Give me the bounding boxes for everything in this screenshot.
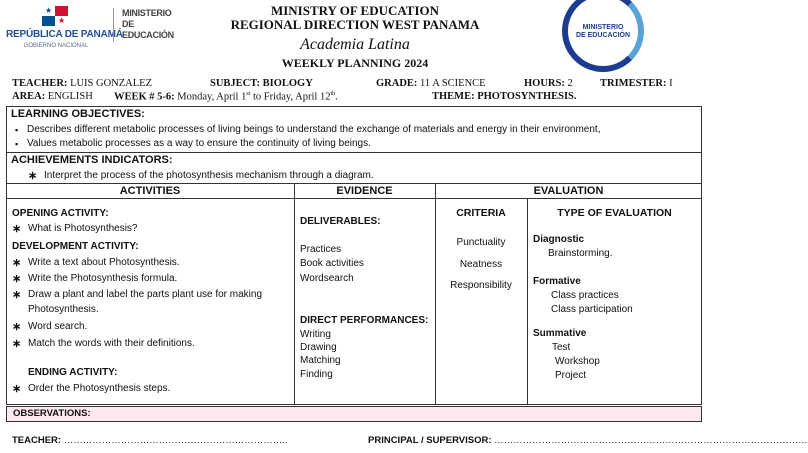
ministry-title: MINISTRY OF EDUCATION	[270, 3, 440, 18]
development-activity-title: DEVELOPMENT ACTIVITY:	[12, 241, 139, 252]
criteria-item: Responsibility	[450, 280, 512, 291]
republica-panama-logo	[6, 4, 123, 52]
bullet-star-icon: ∗	[28, 170, 38, 182]
activity-item: Word search.	[28, 321, 88, 332]
diagnostic-title: Diagnostic	[533, 234, 585, 245]
ministerio-logo-right	[558, 0, 650, 78]
observations-box[interactable]	[6, 406, 702, 422]
evaluation-header: EVALUATION	[533, 185, 604, 197]
objective-item: ▪ Describes different metabolic processes of living beings to understand the exchange of materials and energy in their environment,	[27, 124, 600, 136]
learning-objectives-title: LEARNING OBJECTIVES:	[11, 108, 145, 120]
regional-direction: REGIONAL DIRECTION WEST PANAMA	[230, 17, 480, 32]
bullet-star-icon: ∗	[12, 338, 22, 350]
performance-item: Writing	[300, 329, 331, 340]
type-evaluation-header: TYPE OF EVALUATION	[557, 207, 672, 219]
bullet-star-icon: ∗	[12, 289, 22, 301]
activity-item: Draw a plant and label the parts plant use for making	[28, 289, 263, 300]
achievement-item: Interpret the process of the photosynthesis mechanism through a diagram.	[44, 170, 374, 181]
trimester-info: TRIMESTER: I	[600, 78, 673, 89]
teacher-signature[interactable]: TEACHER: ……………………………………………………………..	[12, 435, 288, 446]
panama-flag-icon: ★ ★	[42, 6, 68, 26]
bullet-star-icon: ∗	[12, 273, 22, 285]
teacher-info: TEACHER: LUIS GONZALEZ	[12, 78, 153, 89]
summative-item: Test	[552, 342, 571, 353]
activity-item: Write the Photosynthesis formula.	[28, 273, 178, 284]
principal-signature[interactable]: PRINCIPAL / SUPERVISOR: ………………………………………………………………………………………	[368, 435, 808, 446]
evidence-header: EVIDENCE	[336, 185, 393, 197]
summative-item: Project	[555, 370, 587, 381]
gobierno-label: GOBIERNO NACIONAL	[23, 43, 89, 49]
direct-performances-title: DIRECT PERFORMANCES:	[300, 315, 429, 326]
bullet-star-icon: ∗	[12, 321, 22, 333]
bullet-star-icon: ∗	[12, 223, 22, 235]
criteria-header: CRITERIA	[456, 207, 506, 219]
grade-info: GRADE: 11 A SCIENCE	[376, 78, 486, 89]
formative-item: Class participation	[551, 304, 633, 315]
activity-item: What is Photosynthesis?	[28, 223, 138, 234]
diagnostic-item: Brainstorming.	[548, 248, 613, 259]
deliverable-item: Practices	[300, 244, 342, 255]
document-heading	[200, 4, 510, 70]
opening-activity-title: OPENING ACTIVITY:	[12, 208, 109, 219]
deliverable-item: Book activities	[300, 258, 364, 269]
criteria-item: Neatness	[459, 259, 503, 270]
ministerio-left-line2: EDUCACIÓN	[122, 30, 174, 40]
summative-item: Workshop	[555, 356, 600, 367]
performance-item: Finding	[300, 369, 333, 380]
area-info: AREA: ENGLISH	[12, 91, 93, 102]
achievements-title: ACHIEVEMENTS INDICATORS:	[11, 154, 173, 166]
activity-item: Order the Photosynthesis steps.	[28, 383, 171, 394]
observations-label: OBSERVATIONS:	[13, 408, 91, 419]
ministerio-right-line2: DE EDUCACIÓN	[575, 32, 631, 39]
ministerio-left-line1: MINISTERIO DE	[122, 8, 172, 29]
formative-title: Formative	[533, 276, 581, 287]
activity-item: Match the words with their definitions.	[28, 338, 195, 349]
summative-title: Summative	[533, 328, 587, 339]
bullet-star-icon: ∗	[12, 257, 22, 269]
republica-label: REPÚBLICA DE PANAMÁ	[6, 29, 123, 40]
hours-info: HOURS: 2	[524, 78, 573, 89]
performance-item: Matching	[300, 355, 341, 366]
bullet-star-icon: ∗	[12, 383, 22, 395]
formative-item: Class practices	[551, 290, 619, 301]
objective-item: ▪ Values metabolic processes as a way to ensure the continuity of living beings.	[27, 138, 371, 150]
ending-activity-title: ENDING ACTIVITY:	[28, 367, 118, 378]
theme-info: THEME: PHOTOSYNTHESIS.	[432, 91, 577, 102]
activity-item: Photosynthesis.	[28, 304, 99, 315]
criteria-item: Punctuality	[456, 237, 506, 248]
ministerio-logo-left	[113, 8, 183, 42]
school-name: Academia Latina	[300, 36, 410, 53]
deliverables-title: DELIVERABLES:	[300, 216, 381, 227]
performance-item: Drawing	[300, 342, 337, 353]
subject-info: SUBJECT: BIOLOGY	[210, 78, 313, 89]
planning-title: WEEKLY PLANNING 2024	[281, 56, 429, 70]
ministerio-right-line1: MINISTERIO	[582, 24, 624, 31]
activities-header: ACTIVITIES	[119, 185, 181, 197]
activity-item: Write a text about Photosynthesis.	[28, 257, 180, 268]
week-info: WEEK # 5-6: Monday, April 1st to Friday, April 12th.	[114, 91, 338, 103]
deliverable-item: Wordsearch	[300, 273, 354, 284]
